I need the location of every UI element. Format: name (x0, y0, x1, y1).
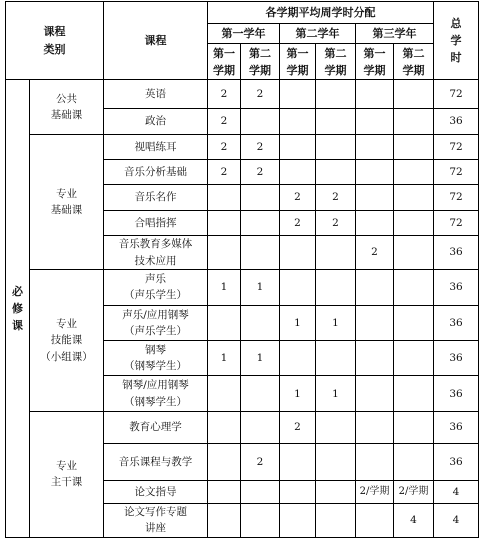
hours-cell (356, 341, 394, 376)
hours-cell (316, 503, 356, 537)
hours-cell (241, 411, 280, 443)
course-name: 钢琴/应用钢琴 （钢琴学生） (122, 379, 189, 408)
hours-cell (241, 185, 280, 210)
header-semester-label: 第一 学期 (363, 46, 386, 77)
hours-cell (280, 270, 316, 305)
hours-cell (241, 305, 280, 340)
total-hours-cell: 36 (434, 109, 479, 134)
header-semester (208, 44, 241, 80)
course-name: 音乐课程与教学 (118, 455, 193, 468)
hours-cell: 2/学期 (394, 480, 434, 503)
hours-cell (208, 480, 241, 503)
hours-cell (316, 444, 356, 480)
header-year-1: 第一学年 (208, 24, 280, 44)
course-name-cell (104, 235, 208, 269)
course-name: 英语 (145, 88, 166, 101)
course-name-cell (104, 80, 208, 109)
hours-cell: 2 (208, 80, 241, 109)
course-name-cell (104, 270, 208, 305)
hours-cell: 1 (241, 341, 280, 376)
total-hours-cell: 4 (434, 480, 479, 503)
hours-cell (356, 134, 394, 159)
hours-cell (394, 109, 434, 134)
hours-cell (394, 210, 434, 235)
course-name-cell (104, 305, 208, 340)
hours-cell (356, 270, 394, 305)
hours-cell: 1 (316, 376, 356, 411)
header-category-label: 课程 类别 (43, 25, 66, 56)
hours-cell (280, 159, 316, 184)
course-name: 教育心理学 (129, 421, 182, 434)
header-semester (356, 44, 394, 80)
header-semester (280, 44, 316, 80)
group-label: 专业 基础课 (50, 187, 83, 216)
total-hours-cell: 36 (434, 376, 479, 411)
course-name: 合唱指挥 (134, 216, 177, 229)
total-hours-cell: 36 (434, 235, 479, 269)
hours-cell: 2 (241, 134, 280, 159)
hours-cell (394, 159, 434, 184)
table-row (6, 270, 479, 305)
hours-cell: 2 (208, 134, 241, 159)
total-hours-cell: 36 (434, 411, 479, 443)
total-hours-cell: 72 (434, 185, 479, 210)
header-semester (394, 44, 434, 80)
hours-cell (208, 411, 241, 443)
hours-cell (241, 503, 280, 537)
hours-cell (280, 341, 316, 376)
total-hours-cell: 36 (434, 444, 479, 480)
hours-cell (208, 444, 241, 480)
course-name: 政治 (145, 115, 166, 128)
hours-cell (356, 159, 394, 184)
hours-cell (316, 270, 356, 305)
group-label: 专业 技能课 （小组课） (40, 318, 93, 363)
main-category-cell (6, 80, 30, 538)
hours-cell: 2 (280, 210, 316, 235)
hours-cell (208, 376, 241, 411)
hours-cell (356, 305, 394, 340)
hours-cell (356, 376, 394, 411)
total-hours-cell: 72 (434, 159, 479, 184)
total-hours-cell: 36 (434, 305, 479, 340)
course-name-cell (104, 159, 208, 184)
hours-cell: 1 (208, 270, 241, 305)
hours-cell (394, 305, 434, 340)
hours-cell: 2 (208, 159, 241, 184)
course-name: 声乐/应用钢琴 （声乐学生） (122, 308, 189, 337)
course-name-cell (104, 411, 208, 443)
hours-cell (280, 444, 316, 480)
hours-cell (394, 235, 434, 269)
header-semester (316, 44, 356, 80)
group-label: 公共 基础课 (50, 92, 83, 121)
course-name-cell (104, 185, 208, 210)
hours-cell (394, 185, 434, 210)
total-hours-cell: 72 (434, 80, 479, 109)
course-name-cell (104, 503, 208, 537)
header-semester-label: 第二 学期 (249, 46, 271, 77)
hours-cell (316, 134, 356, 159)
header-total (434, 2, 479, 80)
hours-cell (394, 376, 434, 411)
hours-cell: 2/学期 (356, 480, 394, 503)
hours-cell (316, 235, 356, 269)
header-category (6, 2, 104, 80)
total-hours-cell: 72 (434, 210, 479, 235)
hours-cell (394, 270, 434, 305)
hours-cell (280, 80, 316, 109)
hours-cell (316, 109, 356, 134)
course-name-cell (104, 134, 208, 159)
hours-cell (208, 210, 241, 235)
hours-cell: 1 (208, 341, 241, 376)
hours-cell: 4 (394, 503, 434, 537)
hours-cell (208, 185, 241, 210)
hours-cell (356, 80, 394, 109)
hours-cell (316, 159, 356, 184)
total-hours-cell: 36 (434, 270, 479, 305)
hours-cell: 2 (316, 210, 356, 235)
course-name-cell (104, 480, 208, 503)
group-cell (30, 270, 104, 412)
hours-cell (356, 185, 394, 210)
hours-cell (241, 480, 280, 503)
hours-cell: 2 (241, 444, 280, 480)
group-label: 专业 主干课 (50, 460, 83, 489)
course-name: 声乐 （声乐学生） (124, 273, 187, 302)
hours-cell (394, 411, 434, 443)
hours-cell: 2 (241, 80, 280, 109)
hours-cell (356, 444, 394, 480)
hours-cell (394, 80, 434, 109)
course-name-cell (104, 341, 208, 376)
course-name: 视唱练耳 (134, 140, 177, 153)
header-semester (241, 44, 280, 80)
total-hours-cell: 72 (434, 134, 479, 159)
hours-cell (208, 305, 241, 340)
hours-cell (241, 235, 280, 269)
hours-cell (280, 503, 316, 537)
hours-cell: 2 (280, 411, 316, 443)
hours-cell: 1 (280, 376, 316, 411)
header-course: 课程 (104, 2, 208, 80)
course-name: 音乐教育多媒体 技术应用 (118, 238, 193, 267)
hours-cell: 2 (280, 185, 316, 210)
hours-cell (316, 80, 356, 109)
group-cell (30, 411, 104, 537)
hours-cell (394, 341, 434, 376)
course-name: 音乐名作 (134, 191, 177, 204)
hours-cell (316, 480, 356, 503)
hours-cell: 1 (280, 305, 316, 340)
total-hours-cell: 36 (434, 341, 479, 376)
hours-cell (280, 235, 316, 269)
hours-cell: 2 (241, 159, 280, 184)
group-cell (30, 134, 104, 270)
course-name-cell (104, 210, 208, 235)
hours-cell (316, 341, 356, 376)
course-name: 音乐分析基础 (124, 165, 187, 178)
hours-cell: 2 (208, 109, 241, 134)
table-row (6, 80, 479, 109)
course-name-cell (104, 444, 208, 480)
hours-cell (356, 411, 394, 443)
hours-cell (241, 109, 280, 134)
hours-cell (208, 235, 241, 269)
hours-cell (280, 480, 316, 503)
table-row (6, 134, 479, 159)
header-semester-label: 第二 学期 (324, 46, 347, 77)
hours-cell: 1 (241, 270, 280, 305)
hours-cell: 1 (316, 305, 356, 340)
header-distribution: 各学期平均周学时分配 (208, 2, 434, 24)
hours-cell (356, 109, 394, 134)
header-semester-label: 第二 学期 (402, 46, 425, 77)
hours-cell (280, 109, 316, 134)
course-name: 论文写作专题 讲座 (124, 506, 187, 535)
table-row (6, 411, 479, 443)
hours-cell: 2 (356, 235, 394, 269)
hours-cell (394, 134, 434, 159)
header-year-3: 第三学年 (356, 24, 434, 44)
course-name-cell (104, 376, 208, 411)
course-name-cell (104, 109, 208, 134)
hours-cell (241, 376, 280, 411)
total-hours-cell: 4 (434, 503, 479, 537)
course-name: 论文指导 (134, 485, 177, 498)
header-year-2: 第二学年 (280, 24, 356, 44)
hours-cell: 2 (316, 185, 356, 210)
course-name: 钢琴 （钢琴学生） (124, 343, 187, 373)
hours-cell (356, 503, 394, 537)
hours-cell (356, 210, 394, 235)
header-semester-label: 第一 学期 (213, 46, 235, 77)
group-cell (30, 80, 104, 135)
main-category-label: 必 修 课 (12, 284, 23, 333)
header-total-label: 总 学 时 (450, 16, 462, 65)
hours-cell (316, 411, 356, 443)
hours-cell (394, 444, 434, 480)
header-semester-label: 第一 学期 (286, 46, 309, 77)
hours-cell (280, 134, 316, 159)
hours-cell (208, 503, 241, 537)
hours-cell (241, 210, 280, 235)
curriculum-table (5, 1, 479, 538)
